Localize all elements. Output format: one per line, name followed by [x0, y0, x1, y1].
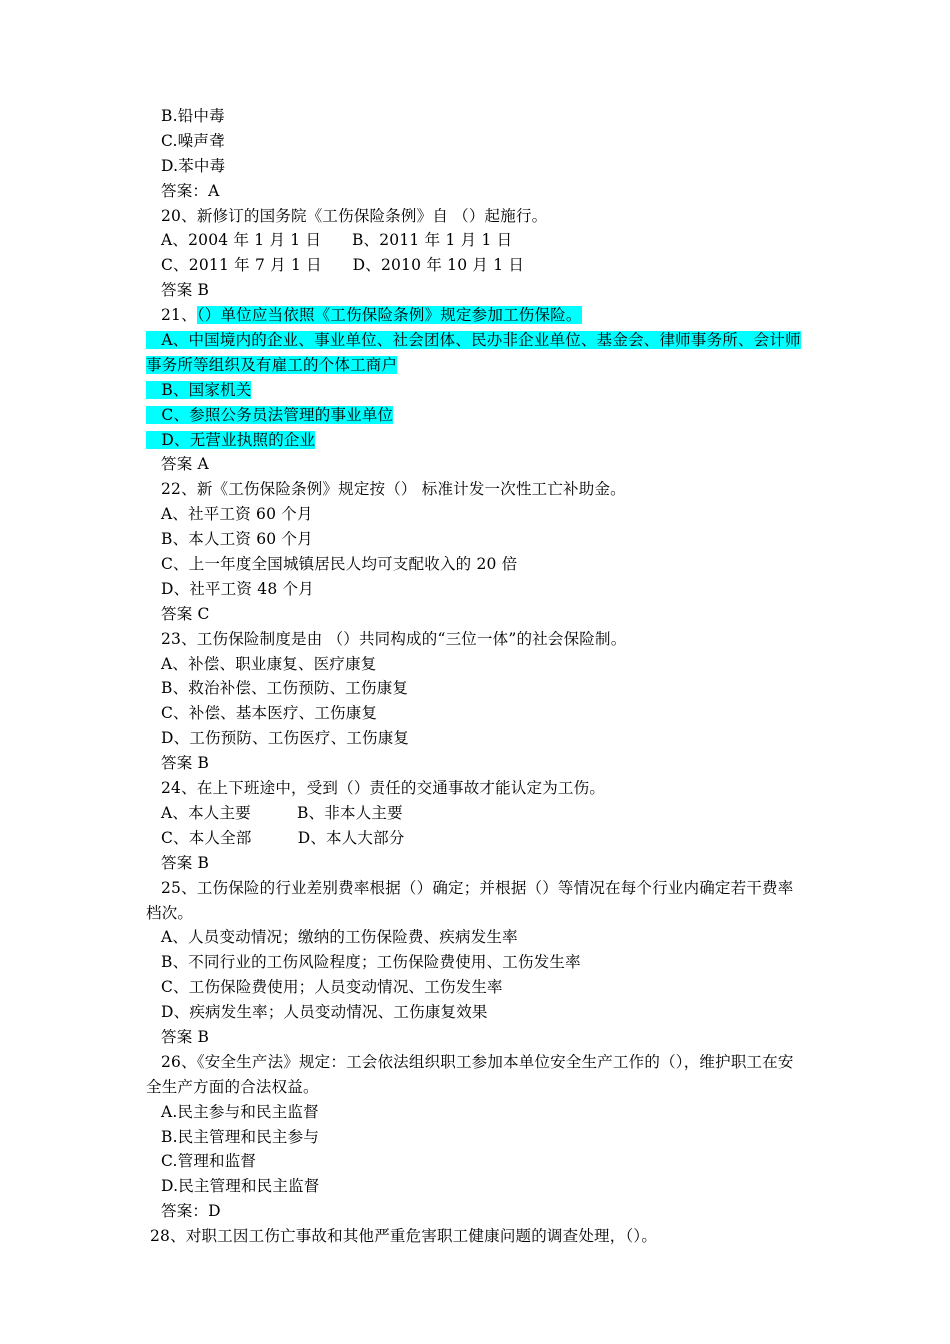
- text-line: [146, 154, 816, 179]
- text-line: [146, 452, 816, 477]
- text-line: [146, 204, 816, 229]
- text-line: [146, 1075, 816, 1100]
- text-line: [146, 477, 816, 502]
- line-text: A、人员变动情况；缴纳的工伤保险费、疾病发生率: [161, 928, 518, 947]
- line-text: 答案 B: [161, 281, 210, 300]
- line-text: 22、新《工伤保险条例》规定按（） 标准计发一次性工亡补助金。: [161, 480, 626, 499]
- text-line: [146, 652, 816, 677]
- line-text: B.民主管理和民主参与: [161, 1127, 320, 1146]
- text-line: [146, 1000, 816, 1025]
- text-line: [146, 228, 816, 253]
- text-line: [146, 1199, 816, 1224]
- line-text: D、社平工资 48 个月: [161, 579, 314, 598]
- text-line: [146, 851, 816, 876]
- document-body: [146, 104, 816, 1249]
- line-text: D.苯中毒: [161, 156, 226, 175]
- line-text: 25、工伤保险的行业差别费率根据（）确定；并根据（）等情况在每个行业内确定若干费率: [161, 878, 794, 897]
- highlighted-text: A、中国境内的企业、事业单位、社会团体、民办非企业单位、基金会、律师事务所、会计师: [146, 331, 801, 350]
- highlighted-text: B、国家机关: [146, 380, 252, 399]
- line-text: D、疾病发生率；人员变动情况、工伤康复效果: [161, 1003, 488, 1022]
- text-line: [146, 751, 816, 776]
- line-text: 答案 A: [161, 455, 209, 474]
- text-line: [146, 925, 816, 950]
- text-line: [146, 826, 816, 851]
- line-text: D、工伤预防、工伤医疗、工伤康复: [161, 729, 410, 748]
- line-text: 答案 C: [161, 604, 210, 623]
- line-text: C、2011 年 7 月 1 日 D、2010 年 10 月 1 日: [161, 256, 525, 275]
- line-text: 21、: [161, 306, 197, 325]
- text-line: [146, 378, 816, 403]
- line-text: C、上一年度全国城镇居民人均可支配收入的 20 倍: [161, 555, 518, 574]
- line-text: 24、在上下班途中，受到（）责任的交通事故才能认定为工伤。: [161, 779, 606, 798]
- text-line: [146, 1100, 816, 1125]
- line-text: 28、对职工因工伤亡事故和其他严重危害职工健康问题的调查处理，（）。: [150, 1227, 658, 1246]
- text-line: [146, 1174, 816, 1199]
- text-line: [146, 1050, 816, 1075]
- text-line: [146, 901, 816, 926]
- line-text: 答案 B: [161, 853, 210, 872]
- text-line: [146, 403, 816, 428]
- text-line: [146, 502, 816, 527]
- text-line: [146, 726, 816, 751]
- text-line: [146, 253, 816, 278]
- line-text: A、本人主要 B、非本人主要: [161, 803, 403, 822]
- text-line: [146, 701, 816, 726]
- text-line: [146, 975, 816, 1000]
- text-line: [146, 278, 816, 303]
- line-text: D.民主管理和民主监督: [161, 1177, 320, 1196]
- line-text: C、工伤保险费使用；人员变动情况、工伤发生率: [161, 978, 503, 997]
- text-line: [146, 1224, 816, 1249]
- text-line: [146, 527, 816, 552]
- line-text: B、救治补偿、工伤预防、工伤康复: [161, 679, 409, 698]
- text-line: [146, 676, 816, 701]
- text-line: [146, 602, 816, 627]
- highlighted-text: （）单位应当依照《工伤保险条例》规定参加工伤保险。: [196, 306, 582, 325]
- line-text: A、2004 年 1 月 1 日 B、2011 年 1 月 1 日: [161, 231, 513, 250]
- line-text: B、不同行业的工伤风险程度；工伤保险费使用、工伤发生率: [161, 953, 581, 972]
- line-text: 答案 B: [161, 1027, 210, 1046]
- line-text: 23、工伤保险制度是由 （）共同构成的“三位一体”的社会保险制。: [161, 629, 627, 648]
- text-line: [146, 129, 816, 154]
- line-text: 20、新修订的国务院《工伤保险条例》自 （）起施行。: [161, 206, 548, 225]
- text-line: [146, 353, 816, 378]
- text-line: [146, 104, 816, 129]
- text-line: [146, 1125, 816, 1150]
- line-text: B.铅中毒: [161, 107, 225, 125]
- text-line: [146, 950, 816, 975]
- highlighted-text: 事务所等组织及有雇工的个体工商户: [146, 355, 398, 374]
- line-text: A.民主参与和民主监督: [161, 1102, 319, 1121]
- line-text: 全生产方面的合法权益。: [146, 1077, 319, 1096]
- line-text: A、社平工资 60 个月: [161, 505, 313, 524]
- text-line: [146, 627, 816, 652]
- text-line: [146, 1025, 816, 1050]
- text-line: [146, 577, 816, 602]
- highlighted-text: C、参照公务员法管理的事业单位: [146, 405, 394, 424]
- text-line: [146, 328, 816, 353]
- line-text: 档次。: [146, 903, 194, 922]
- line-text: 答案：A: [161, 181, 220, 200]
- highlighted-text: D、无营业执照的企业: [146, 430, 316, 449]
- line-text: 答案：D: [161, 1202, 221, 1221]
- line-text: C、本人全部 D、本人大部分: [161, 828, 405, 847]
- text-line: [146, 776, 816, 801]
- text-line: [146, 179, 816, 204]
- line-text: 26、《安全生产法》规定：工会依法组织职工参加本单位安全生产工作的（），维护职工在安: [161, 1052, 794, 1071]
- line-text: C.管理和监督: [161, 1152, 257, 1171]
- line-text: B、本人工资 60 个月: [161, 530, 313, 549]
- text-line: [146, 552, 816, 577]
- line-text: 答案 B: [161, 754, 210, 773]
- text-line: [146, 1149, 816, 1174]
- text-line: [146, 303, 816, 328]
- text-line: [146, 876, 816, 901]
- line-text: A、补偿、职业康复、医疗康复: [161, 654, 377, 673]
- line-text: C、补偿、基本医疗、工伤康复: [161, 704, 378, 723]
- line-text: C.噪声聋: [161, 131, 225, 150]
- text-line: [146, 801, 816, 826]
- text-line: [146, 428, 816, 453]
